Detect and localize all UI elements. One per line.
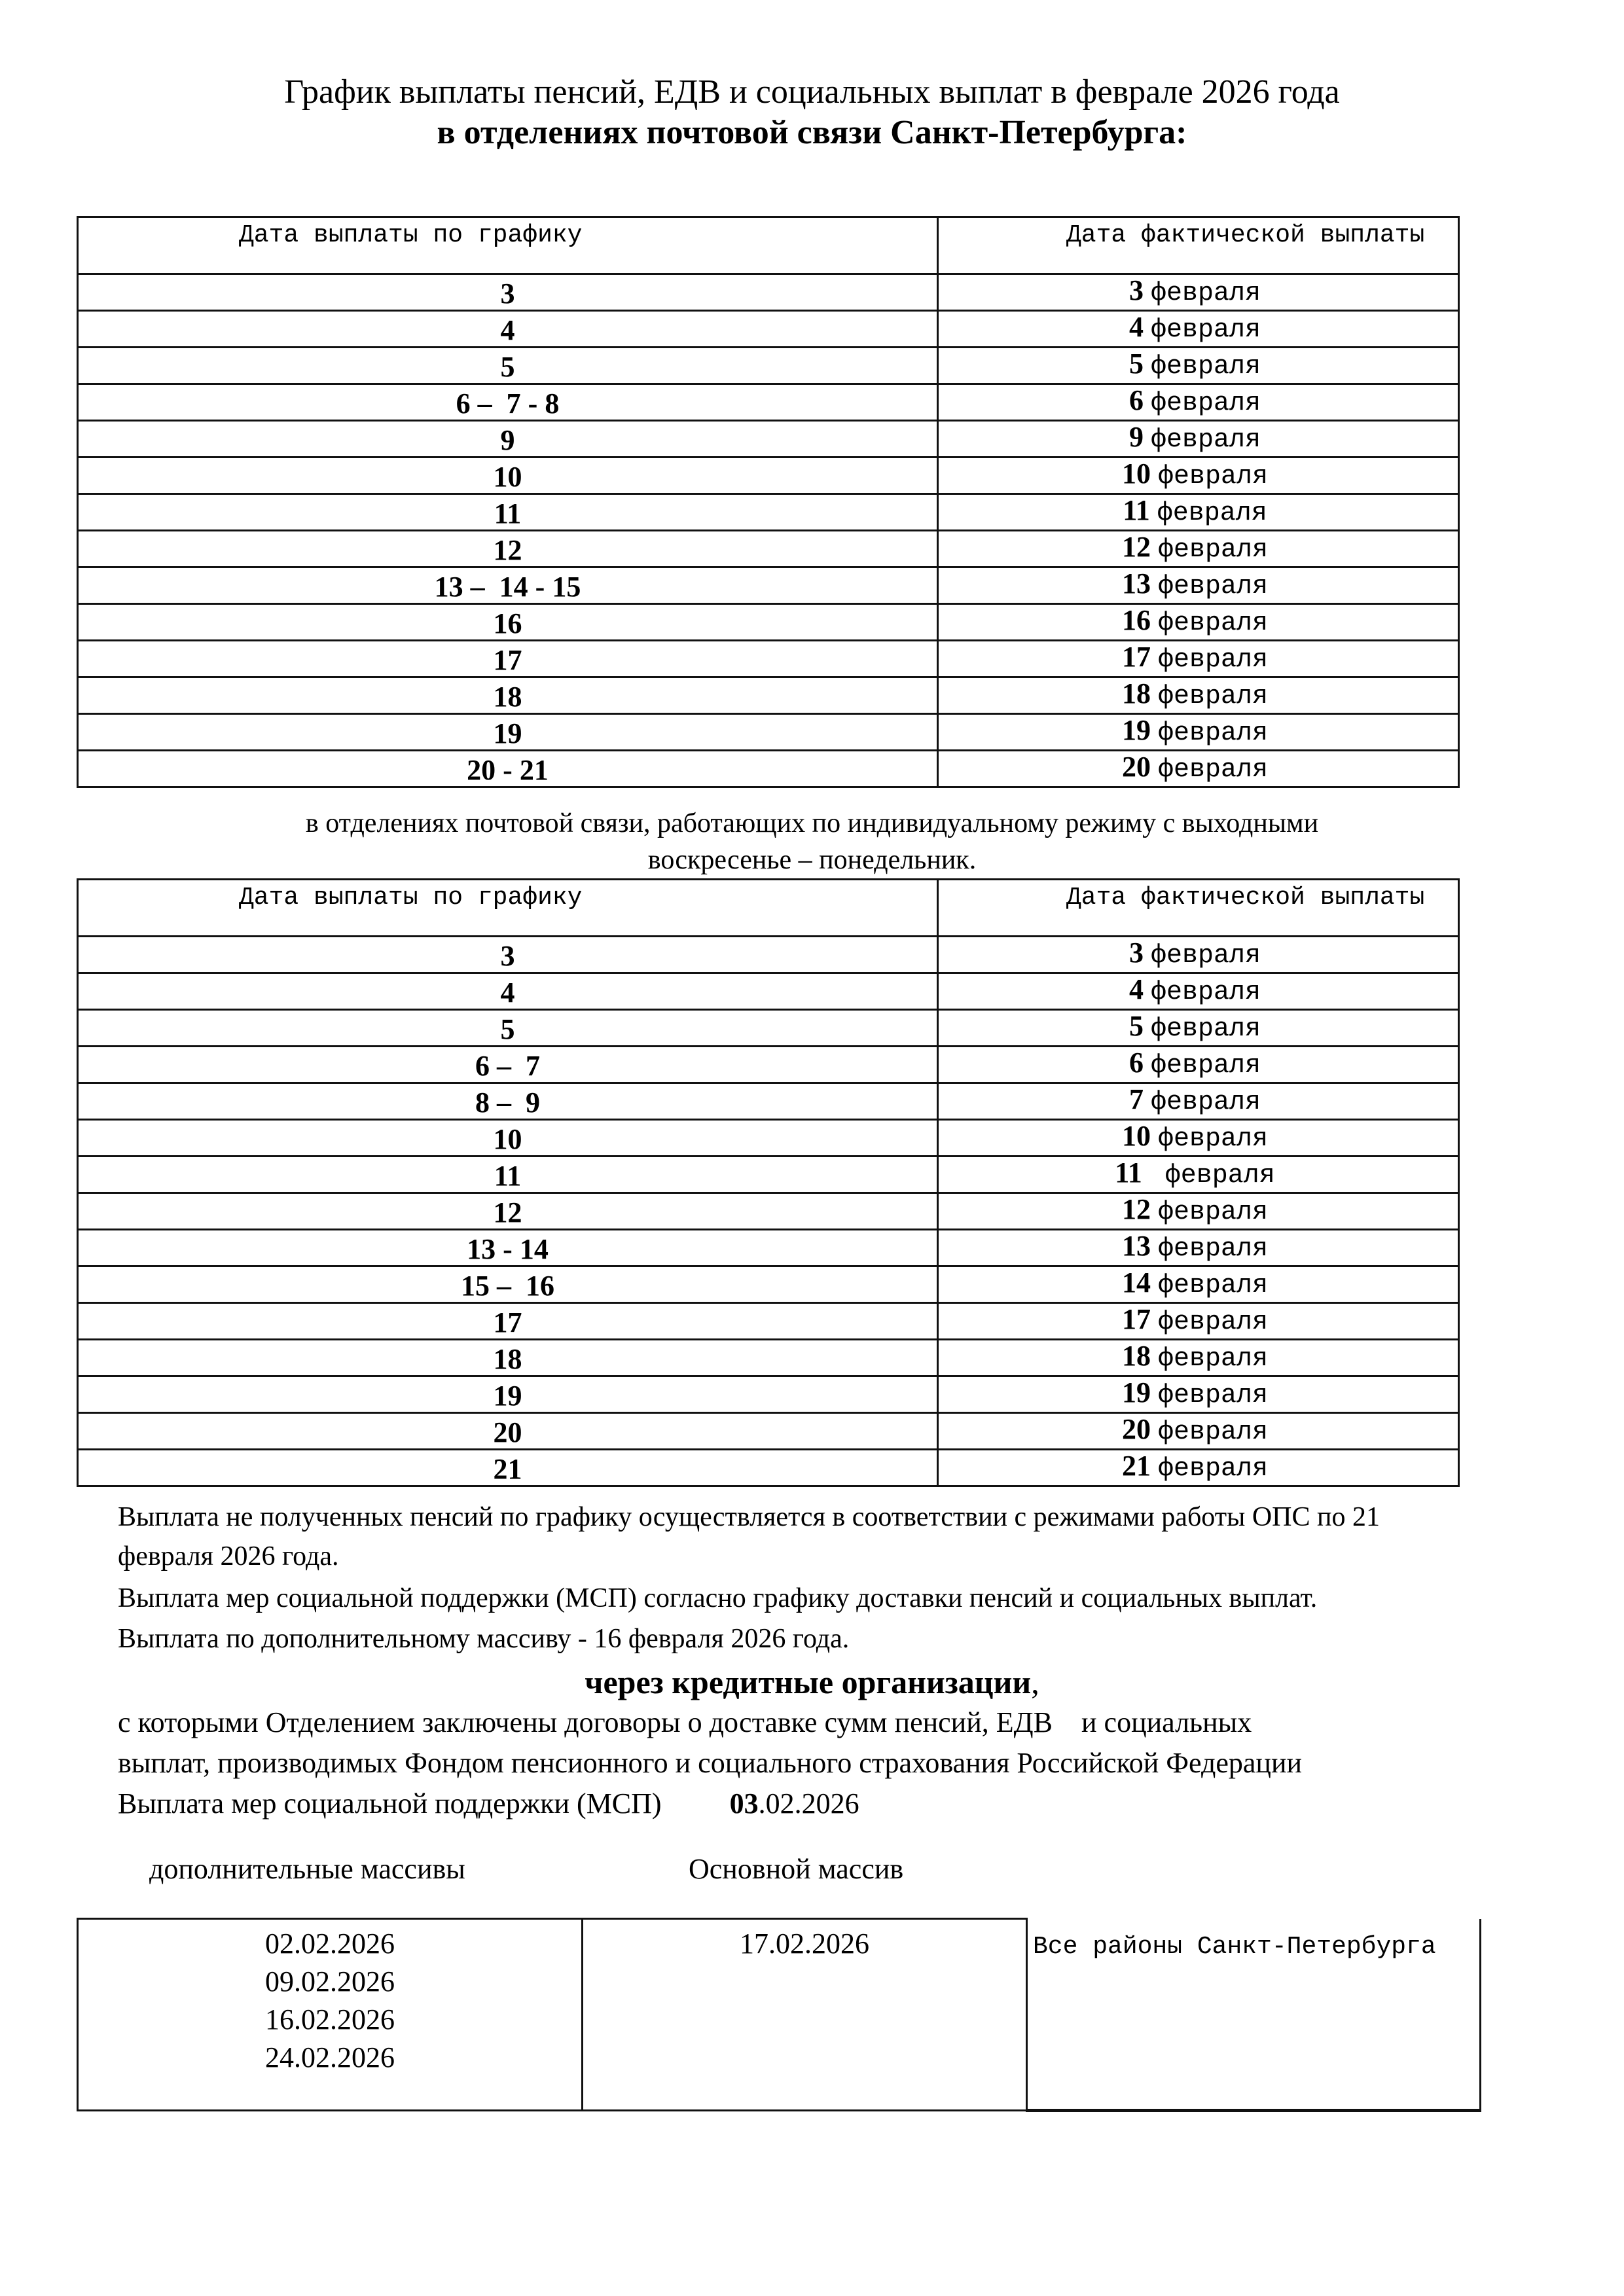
table-header-row [78,880,1459,937]
table-row [78,531,1459,567]
arrays-table [77,1918,1481,2112]
actual-day: 6 [1128,384,1144,416]
standard-schedule-table [77,216,1460,788]
actual-date-cell [938,421,1459,457]
actual-day: 16 [1121,604,1151,636]
actual-day: 21 [1121,1450,1151,1482]
note-unreceived-pensions-line2: февраля 2026 года. [118,1541,339,1571]
actual-date-cell [938,348,1459,384]
scheduled-date-cell: 12 [78,531,938,567]
actual-month: февраля [1157,1124,1269,1154]
table-row [78,1193,1459,1230]
actual-date-cell [938,567,1459,604]
actual-day: 17 [1121,1303,1151,1335]
region-cell [1027,1919,1481,2111]
actual-month: февраля [1150,352,1261,382]
scheduled-date-cell: 12 [78,1193,938,1230]
actual-date-cell [938,714,1459,751]
actual-day: 11 [1123,494,1150,526]
actual-date-cell [938,604,1459,641]
actual-date-cell [938,1230,1459,1266]
scheduled-date-cell: 8 – 9 [78,1083,938,1120]
actual-date-cell [938,531,1459,567]
credit-orgs-heading [0,1662,1624,1702]
actual-date-cell [938,973,1459,1010]
actual-month: февраля [1157,755,1269,785]
actual-day: 5 [1128,348,1144,380]
main-array-date: 17.02.2026 [740,1928,869,1960]
scheduled-date-cell: 13 – 14 - 15 [78,567,938,604]
msp-date-day: 03 [729,1787,759,1820]
label-additional-arrays: дополнительные массивы [149,1853,465,1885]
table-row [78,348,1459,384]
actual-day: 11 [1115,1157,1142,1189]
scheduled-date-cell: 11 [78,1157,938,1193]
note-unreceived-pensions-line1: Выплата не полученных пенсий по графику осуществляется в соответствии с режимами работы ОПС по 21 [118,1502,1380,1532]
table-row [78,1340,1459,1376]
scheduled-date-cell: 3 [78,274,938,311]
table-row [78,604,1459,641]
additional-date: 09.02.2026 [265,1965,395,1998]
actual-day: 12 [1121,531,1151,563]
actual-month: февраля [1157,1454,1269,1484]
table-row [78,1303,1459,1340]
scheduled-date-cell: 17 [78,1303,938,1340]
actual-month: февраля [1150,978,1261,1007]
table-row [78,421,1459,457]
actual-month: февраля [1157,1344,1269,1374]
table-row [78,1376,1459,1413]
actual-day: 19 [1121,1376,1151,1408]
actual-month: февраля [1157,1418,1269,1447]
scheduled-date-cell: 20 - 21 [78,751,938,787]
actual-date-cell [938,1193,1459,1230]
actual-month: февраля [1157,499,1267,528]
document-title-line1: График выплаты пенсий, ЕДВ и социальных выплат в феврале 2026 года [284,73,1340,111]
column-header-scheduled: Дата выплаты по графику [78,217,938,274]
actual-date-cell [938,1413,1459,1450]
actual-month: февраля [1149,1161,1275,1191]
actual-month: февраля [1150,1051,1261,1081]
actual-day: 9 [1128,421,1144,453]
scheduled-date-cell: 18 [78,1340,938,1376]
scheduled-date-cell: 6 – 7 [78,1047,938,1083]
region-text: Все районы Санкт-Петербурга [1033,1932,1436,1961]
table-row [78,1120,1459,1157]
actual-date-cell [938,1450,1459,1486]
scheduled-date-cell: 18 [78,677,938,714]
actual-month: февраля [1157,1271,1269,1300]
scheduled-date-cell: 13 - 14 [78,1230,938,1266]
actual-day: 13 [1121,1230,1151,1262]
msp-label: Выплата мер социальной поддержки (МСП) [118,1787,662,1820]
actual-date-cell [938,677,1459,714]
actual-day: 4 [1128,311,1144,343]
table-header-row [78,217,1459,274]
additional-date: 24.02.2026 [265,2041,395,2073]
actual-date-cell [938,937,1459,973]
scheduled-date-cell: 20 [78,1413,938,1450]
credit-orgs-para-line1: с которыми Отделением заключены договоры о доставке сумм пенсий, ЕДВ и социальных [118,1706,1252,1738]
table-row [78,311,1459,348]
scheduled-date-cell: 10 [78,1120,938,1157]
individual-mode-caption-line2: воскресенье – понедельник. [647,845,977,875]
actual-month: февраля [1157,462,1269,492]
actual-month: февраля [1150,941,1261,971]
actual-date-cell [938,1266,1459,1303]
table-row [78,274,1459,311]
credit-orgs-heading-comma: , [1031,1664,1039,1700]
scheduled-date-cell: 10 [78,457,938,494]
table-row [78,714,1459,751]
actual-date-cell [938,1010,1459,1047]
scheduled-date-cell: 19 [78,714,938,751]
actual-date-cell [938,311,1459,348]
scheduled-date-cell: 6 – 7 - 8 [78,384,938,421]
actual-date-cell [938,1083,1459,1120]
actual-date-cell [938,457,1459,494]
actual-month: февраля [1150,279,1261,308]
column-header-scheduled: Дата выплаты по графику [78,880,938,937]
actual-month: февраля [1150,315,1261,345]
additional-date: 16.02.2026 [265,2003,395,2036]
scheduled-date-cell: 9 [78,421,938,457]
credit-orgs-para-line2: выплат, производимых Фондом пенсионного и социального страхования Российской Федерации [118,1747,1303,1779]
main-array-cell [583,1919,1027,2111]
table-row [78,1010,1459,1047]
actual-date-cell [938,1157,1459,1193]
table-row [78,457,1459,494]
table-row [78,751,1459,787]
actual-day: 18 [1121,1340,1151,1372]
column-header-actual: Дата фактической выплаты [938,217,1459,274]
actual-month: февраля [1150,425,1261,455]
actual-day: 5 [1128,1010,1144,1042]
actual-month: февраля [1150,1014,1261,1044]
scheduled-date-cell: 5 [78,348,938,384]
actual-month: февраля [1157,1234,1269,1264]
actual-date-cell [938,1120,1459,1157]
scheduled-date-cell: 3 [78,937,938,973]
actual-day: 10 [1121,457,1151,490]
scheduled-date-cell: 5 [78,1010,938,1047]
actual-month: февраля [1157,645,1269,675]
actual-month: февраля [1157,682,1269,711]
actual-date-cell [938,1340,1459,1376]
actual-month: февраля [1157,609,1269,638]
actual-day: 3 [1128,937,1144,969]
actual-day: 10 [1121,1120,1151,1152]
actual-day: 13 [1121,567,1151,600]
msp-date-line [118,1784,859,1823]
column-header-actual: Дата фактической выплаты [938,880,1459,937]
table-row [78,1413,1459,1450]
scheduled-date-cell: 19 [78,1376,938,1413]
table-row [78,494,1459,531]
actual-date-cell [938,384,1459,421]
note-msp: Выплата мер социальной поддержки (МСП) согласно графику доставки пенсий и социальных выплат. [118,1583,1318,1613]
actual-date-cell [938,641,1459,677]
note-additional-array: Выплата по дополнительному массиву - 16 февраля 2026 года. [118,1624,850,1654]
scheduled-date-cell: 4 [78,973,938,1010]
additional-arrays-cell [78,1919,583,2111]
actual-day: 17 [1121,641,1151,673]
actual-day: 18 [1121,677,1151,709]
actual-day: 3 [1128,274,1144,306]
actual-month: февраля [1150,389,1261,418]
table-row [78,1266,1459,1303]
actual-date-cell [938,494,1459,531]
scheduled-date-cell: 21 [78,1450,938,1486]
actual-date-cell [938,1303,1459,1340]
scheduled-date-cell: 17 [78,641,938,677]
table-row [78,1047,1459,1083]
actual-date-cell [938,751,1459,787]
actual-day: 12 [1121,1193,1151,1225]
table-row [78,1450,1459,1486]
actual-month: февраля [1157,535,1269,565]
actual-day: 20 [1121,751,1151,783]
table-row [78,641,1459,677]
individual-schedule-table [77,878,1460,1487]
actual-month: февраля [1157,1381,1269,1410]
table-row [78,937,1459,973]
additional-date: 02.02.2026 [265,1928,395,1960]
actual-date-cell [938,1376,1459,1413]
table-row [78,567,1459,604]
actual-day: 7 [1128,1083,1144,1115]
actual-month: февраля [1157,572,1269,601]
actual-date-cell [938,1047,1459,1083]
scheduled-date-cell: 11 [78,494,938,531]
actual-month: февраля [1157,1198,1269,1227]
table-row [78,973,1459,1010]
table-row [78,1230,1459,1266]
actual-day: 20 [1121,1413,1151,1445]
table-row [78,1083,1459,1120]
actual-month: февраля [1150,1088,1261,1117]
actual-month: февраля [1157,719,1269,748]
actual-date-cell [938,274,1459,311]
msp-date-rest: .02.2026 [758,1787,859,1820]
actual-day: 6 [1128,1047,1144,1079]
actual-month: февраля [1157,1308,1269,1337]
table-row [78,384,1459,421]
individual-mode-caption-line1: в отделениях почтовой связи, работающих по индивидуальному режиму с выходными [305,808,1319,838]
table-row [78,1157,1459,1193]
scheduled-date-cell: 4 [78,311,938,348]
credit-orgs-heading-text: через кредитные организации [585,1664,1032,1700]
scheduled-date-cell: 15 – 16 [78,1266,938,1303]
scheduled-date-cell: 16 [78,604,938,641]
actual-day: 14 [1121,1266,1151,1299]
actual-day: 4 [1128,973,1144,1005]
actual-day: 19 [1121,714,1151,746]
table-row [78,677,1459,714]
label-main-array: Основной массив [689,1853,904,1885]
document-title-line2: в отделениях почтовой связи Санкт-Петербурга: [437,114,1187,151]
